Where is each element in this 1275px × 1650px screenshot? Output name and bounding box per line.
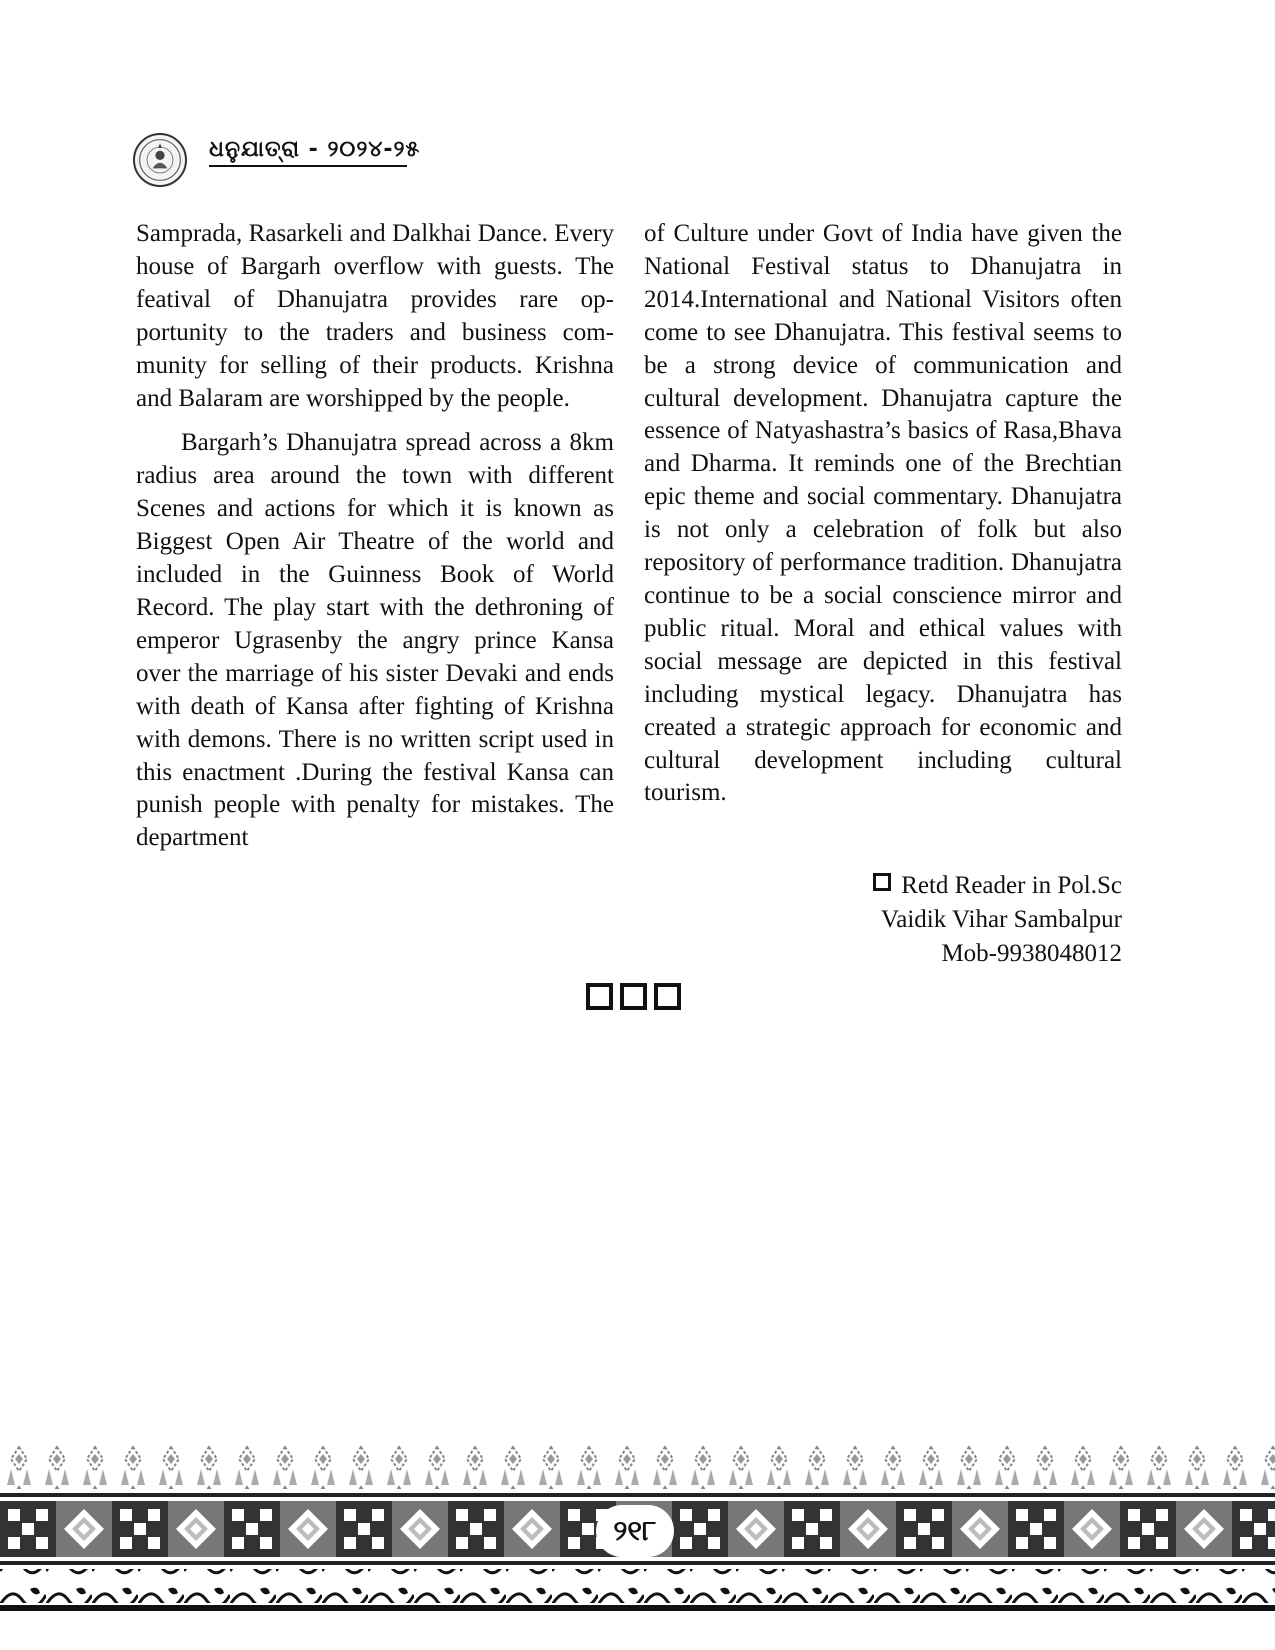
page-number: ୨୧୮ [596,1505,674,1557]
paragraph: Bargarh’s Dhanujatra spread across a 8km radius area around the town with different Scenes and actions for which it is known as Biggest Open Air Theatre of the world and included in the Guinness Book of World Record. The play start with the dethroning of emperor Ugrasenby the angry prince Kansa over the marriage of his sister Devaki and ends with death of Kansa after fighting of Krishna with demons. There is no written script used in this enactment .During the festival Kansa can punish people with penalty for mistakes. The department [136,429,614,852]
square-icon [654,983,681,1010]
square-icon [586,983,613,1010]
author-title: Retd Reader in Pol.Sc [901,872,1122,899]
author-signature [873,869,1122,971]
header-title: ଧନୁଯାତ୍ରା - ୨୦୨୪-୨୫ [209,137,407,167]
end-of-article-mark [586,983,681,1010]
page-header [133,131,421,187]
square-icon [620,983,647,1010]
left-column [136,218,614,855]
right-column [644,218,1122,810]
author-phone: Mob-9938048012 [941,940,1122,967]
paragraph: of Culture under Govt of India have given the National Festival status to Dhanujatra in 2014.International and National Visitors often come to see Dhanujatra. This festival seems to be a strong device of communication and cultural development. Dhanujatra capture the essence of Natyashastra’s basics of Rasa,Bhava and Dharma. It reminds one of the Brechtian epic theme and social commentary. Dhanujatra is not only a celebration of folk but also repository of performance tradition. Dhanujatra continue to be a social conscience mirror and public ritual. Moral and ethical values with social message are depicted in this festival including mystical legacy. Dhanujatra has created a strategic approach for economic and cultural development including cultural tourism. [644,220,1122,807]
paragraph: Samprada, Rasarkeli and Dalkhai Dance. Every house of Bargarh overflow with guests. The featival of Dhanujatra provides rare opportunity to the traders and business community for selling of their products. Krishna and Balaram are worshipped by the people. [136,220,614,412]
square-bullet-icon [873,873,891,891]
author-address: Vaidik Vihar Sambalpur [880,906,1122,933]
journal-seal-logo-icon [133,133,187,187]
